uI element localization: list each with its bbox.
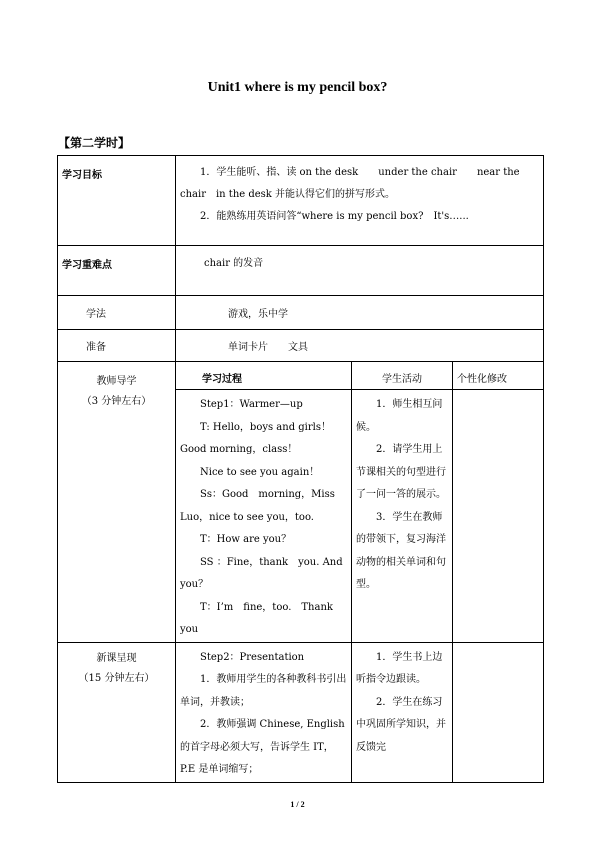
guide-label-time: （3 分钟左右） (81, 396, 152, 407)
activity-column-header: 学生活动 (352, 362, 453, 390)
method-label: 学法 (58, 296, 176, 330)
process-line: T：How are you？ (200, 534, 292, 545)
activity-line: 1．师生相互问候。 (356, 399, 443, 433)
present-label-time: （15 分钟左右） (78, 672, 155, 684)
key-points-content: chair 的发音 (176, 246, 544, 296)
present-modify-cell (453, 642, 544, 782)
present-label (58, 642, 176, 782)
objective-label: 学习目标 (58, 156, 176, 246)
method-content: 游戏，乐中学 (176, 296, 544, 330)
present-process-cell (176, 642, 352, 782)
process-column-header: 学习过程 (176, 362, 352, 390)
guide-header-row (58, 362, 544, 390)
objective-line-1: 1．学生能听、指、读 on the desk under the chair near the chair in the desk 并能认得它们的拼写形式。 (180, 167, 520, 200)
objective-content (176, 156, 544, 246)
process-line: T: Hello，boys and girls！Good morning，class！ (180, 421, 331, 455)
objective-line-2: 2．能熟练用英语问答“where is my pencil box? It's…... (200, 211, 469, 222)
objective-row (58, 156, 544, 246)
lesson-plan-table (57, 155, 544, 783)
activity-line: 2．请学生用上节课相关的句型进行了一问一答的展示。 (356, 444, 446, 500)
activity-line: 1．学生书上边听指令边跟读。 (356, 651, 443, 685)
present-label-title: 新课呈现 (96, 652, 137, 664)
document-title: Unit1 where is my pencil box? (207, 80, 388, 95)
prep-row (58, 330, 544, 362)
guide-activity-cell (352, 390, 453, 643)
process-line: T：I’m fine，too. Thank you (180, 601, 333, 635)
process-line: Nice to see you again！ (200, 466, 320, 478)
guide-modify-cell (453, 390, 544, 643)
guide-label-title: 教师导学 (96, 376, 137, 387)
guide-label (58, 362, 176, 643)
key-points-label: 学习重难点 (58, 246, 176, 296)
process-line: 2．教师强调 Chinese, English 的首字母必须大写，告诉学生 IT，P.E 是单词缩写； (180, 719, 345, 775)
process-line: Ss：Good morning，Miss Luo，nice to see you，too. (180, 489, 335, 523)
prep-content: 单词卡片 文具 (176, 330, 544, 362)
present-activity-cell (352, 642, 453, 782)
guide-process-cell (176, 390, 352, 643)
section-heading: 【第二学时】 (58, 136, 131, 150)
activity-line: 2．学生在练习中巩固所学知识，并反馈完 (356, 696, 446, 753)
process-line: 1．教师用学生的各种教科书引出单词，并教读； (180, 674, 347, 708)
process-line: Step1：Warmer—up (200, 399, 303, 410)
activity-line: 3．学生在教师的带领下，复习海洋动物的相关单词和句型。 (356, 511, 446, 590)
method-row (58, 296, 544, 330)
page-number: 1 / 2 (290, 800, 305, 809)
process-line: SS ：Fine，thank you. And you？ (180, 556, 343, 590)
process-line: Step2：Presentation (200, 651, 305, 663)
key-points-row (58, 246, 544, 296)
prep-label: 准备 (58, 330, 176, 362)
modify-column-header: 个性化修改 (453, 362, 544, 390)
present-row (58, 642, 544, 782)
